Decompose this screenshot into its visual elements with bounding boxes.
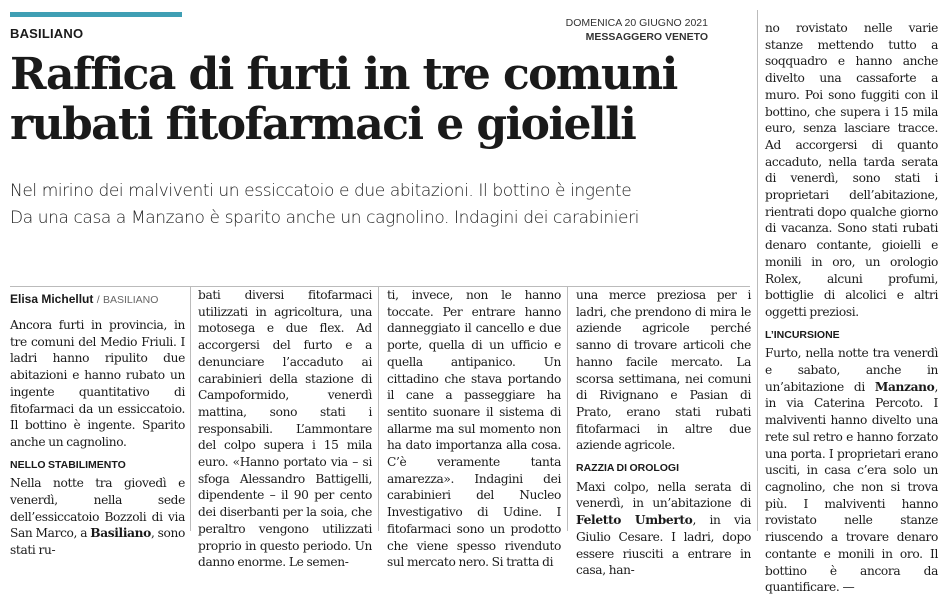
column-rule [190, 286, 191, 531]
paragraph: Maxi colpo, nella serata di venerdì, in un’abitazione di Feletto Umberto, in via Giulio Cesare. I ladri, dopo essere riusciti a entrare in casa, han- [576, 479, 751, 578]
place-name: Feletto Umberto [576, 513, 693, 528]
article-column-5 [765, 20, 938, 595]
publication-name: MESSAGGERO VENETO [585, 31, 708, 43]
column-rule [378, 286, 379, 531]
section-label: BASILIANO [10, 26, 84, 41]
byline [10, 292, 158, 306]
subheading: RAZZIA DI OROLOGI [576, 462, 680, 475]
headline [10, 50, 745, 150]
paragraph: bati diversi fitofarmaci utilizzati in agricoltura, una motosega e due flex. Ad accorgersi del furto e a denunciare l’accaduto ai carabinieri della stazione di Campoformido, venerdì mattina, sono stati i responsabili. L’ammontare del colpo supera i 15 mila euro. «Hanno portato via – si sfoga Alessandro Battigelli, dipendente – il 90 per cento dei diserbanti per la soia, che peraltro vengono utilizzati proprio in questo periodo. Un danno enorme. Le semen- [198, 288, 372, 570]
paragraph: una merce preziosa per i ladri, che prendono di mira le aziende agricole perché sanno di trovare articoli che hanno facile mercato. La scorsa settimana, nei comuni di Rivignano e Pasian di Prato, erano stati rubati fitofarmaci in altre due aziende agricole. [576, 288, 751, 453]
byline-location: BASILIANO [102, 294, 159, 306]
dateline [560, 16, 708, 44]
accent-bar [10, 12, 182, 17]
paragraph: ti, invece, non le hanno toccate. Per entrare hanno danneggiato il cancello e due porte, quella di un ufficio e quella antipanico. Un cittadino che stava portando il cane a passeggiare ha sentito suonare il sistema di allarme ma sul momento non ha dato importanza alla cosa. C’è veramente tanta amarezza». Indagini dei carabinieri del Nucleo Investigativo di Udine. I fitofarmaci sono un prodotto che viene spesso rivenduto sul mercato nero. Si tratta di [387, 288, 561, 570]
subheadline-line-1: Nel mirino dei malviventi un essiccatoio e due abitazioni. Il bottino è ingente [10, 181, 632, 201]
byline-separator: / [96, 294, 100, 306]
column-rule [757, 10, 758, 531]
article-column-2 [198, 287, 372, 570]
paragraph: Nella notte tra giovedì e venerdì, nella sede dell’essiccatoio Bozzoli di via San Marco, a Basiliano, sono stati ru- [10, 476, 185, 558]
subheading: NELLO STABILIMENTO [10, 458, 126, 471]
subheadline [10, 178, 745, 232]
article-column-1 [10, 317, 185, 558]
paragraph: no rovistato nelle varie stanze mettendo tutto a soqquadro e hanno anche divelto una cassaforte a muro. Poi sono fuggiti con il bottino, che supera i 15 mila euro, senza lasciare tracce. Ad accorgersi di quanto accaduto, nella tarda serata di venerdì, sono stati i proprietari dell’abitazione, rientrati dopo qualche giorno di vacanza. Sono stati rubati denaro contante, gioielli e monili in oro, un orologio Rolex, alcuni profumi, bottiglie di alcolici e altri oggetti preziosi. [765, 21, 938, 319]
article-column-4 [576, 287, 751, 578]
subheadline-line-2: Da una casa a Manzano è sparito anche un cagnolino. Indagini dei carabinieri [10, 208, 639, 228]
article-column-3 [387, 287, 561, 570]
headline-line-2: rubati fitofarmaci e gioielli [10, 99, 636, 150]
headline-line-1: Raffica di furti in tre comuni [10, 49, 677, 100]
place-name: Basiliano [90, 526, 151, 541]
paragraph: Furto, nella notte tra venerdì e sabato, anche in un’abitazione di Manzano, in via Caterina Percoto. I malviventi hanno divelto una rete sul retro e hanno forzato una porta. I proprietari erano usciti, in casa c’era solo un cagnolino, che non si trova più. I malviventi hanno rovistato nelle stanze riuscendo a trovare denaro contante e monili in oro. Il bottino è ancora da quantificare. — [765, 346, 938, 595]
column-rule [567, 286, 568, 531]
author-name: Elisa Michellut [10, 292, 94, 306]
subheading: L’INCURSIONE [765, 328, 840, 341]
place-name: Manzano [874, 379, 935, 394]
paragraph: Ancora furti in provincia, in tre comuni del Medio Friuli. I ladri hanno ripulito due abitazioni e hanno rubato un ingente quantitativo di fitofarmaci da un essiccatoio. Il bottino è ingente. Sparito anche un cagnolino. [10, 318, 185, 449]
issue-date: DOMENICA 20 GIUGNO 2021 [565, 17, 708, 29]
